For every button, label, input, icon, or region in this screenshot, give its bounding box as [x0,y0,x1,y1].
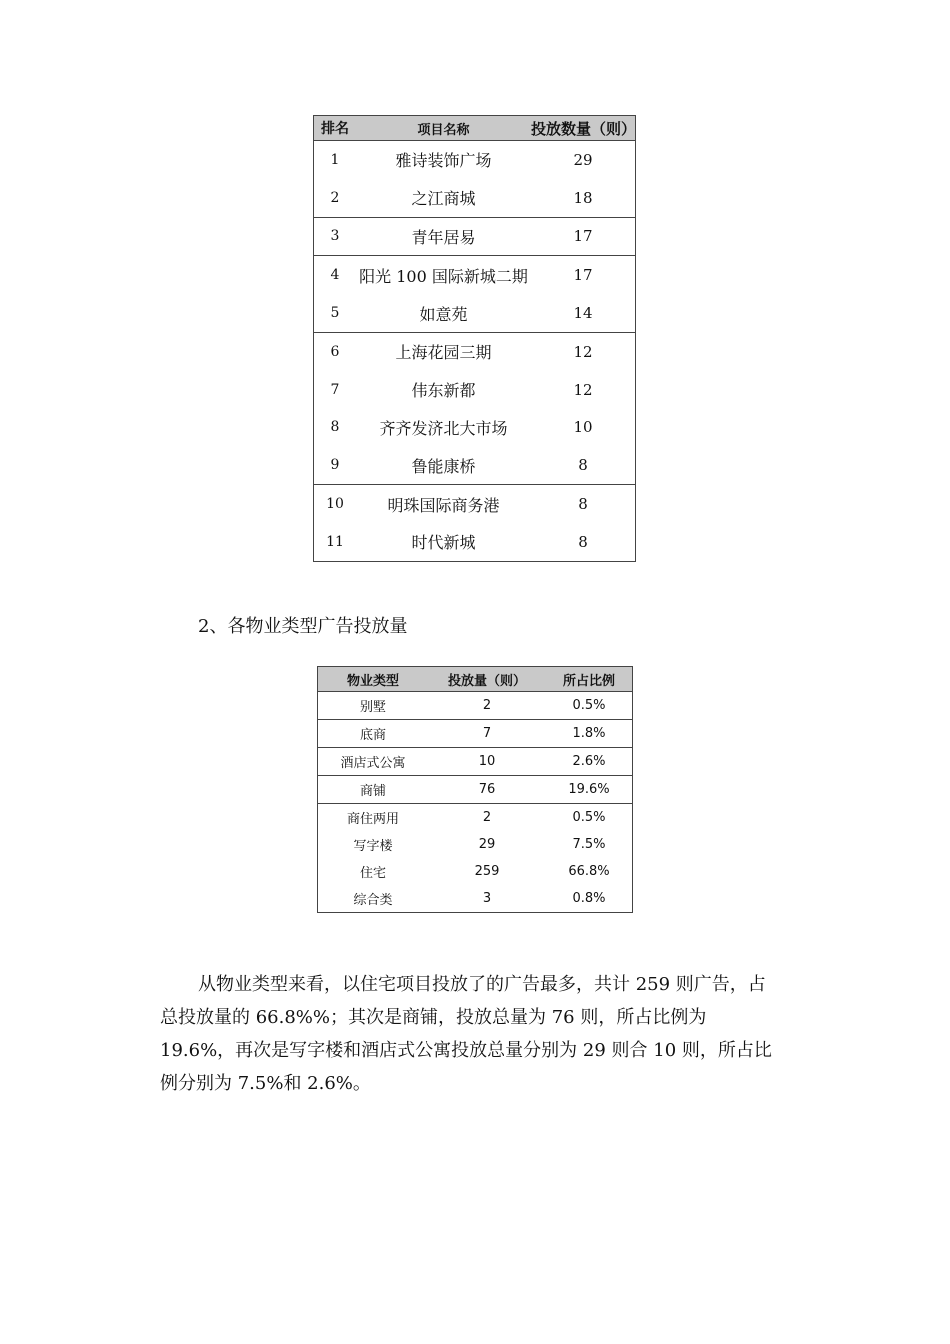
table-row [318,776,633,804]
analysis-paragraph [160,968,800,1100]
header-rank: 排名 [314,116,357,141]
percentage-cell: 1.8% [546,720,633,748]
project-name-cell: 如意苑 [419,304,468,324]
table-row [314,523,636,561]
project-name-cell: 鲁能康桥 [411,456,476,476]
ranking-table-header [314,116,636,141]
count-cell: 12 [531,332,636,370]
quantity-cell: 29 [478,837,496,852]
table-row [314,332,636,370]
table-row [314,256,636,294]
paragraph-line: 从物业类型来看，以住宅项目投放了的广告最多，共计 259 则广告，占 [198,974,766,995]
property-type-table [317,666,633,913]
property-type-cell: 商住两用 [318,804,429,832]
quantity-cell: 259 [474,864,500,879]
paragraph-line: 总投放量的 66.8%%；其次是商铺，投放总量为 76 则，所占比例为 [160,1007,707,1028]
project-name-cell: 青年居易 [356,217,531,256]
rank-cell: 7 [330,381,340,398]
quantity-cell: 76 [428,776,546,804]
table-row [318,858,633,885]
count-cell: 8 [578,456,588,475]
table-row [314,409,636,447]
count-cell: 8 [578,532,588,551]
table-row [318,692,633,720]
project-name-cell: 伟东新都 [411,381,476,401]
rank-cell: 1 [330,151,340,168]
table-row [314,294,636,332]
percentage-cell: 0.5% [546,804,633,832]
count-cell: 17 [531,217,636,256]
project-name-cell: 之江商城 [411,189,476,209]
header-percentage: 所占比例 [546,667,633,692]
table-row [318,748,633,776]
table-row [314,446,636,484]
project-name-cell: 明珠国际商务港 [356,485,531,523]
table-row [314,141,636,179]
count-cell: 8 [531,485,636,523]
rank-cell: 10 [314,485,357,523]
ranking-table [313,115,636,562]
table-row [318,720,633,748]
property-type-cell: 商铺 [318,776,429,804]
quantity-cell: 2 [482,698,492,713]
percentage-cell: 7.5% [572,837,606,852]
project-name-cell: 阳光 100 国际新城二期 [356,256,531,294]
property-type-cell: 综合类 [353,893,393,908]
rank-cell: 9 [330,457,340,474]
project-name-cell: 上海花园三期 [356,332,531,370]
percentage-cell: 0.8% [572,891,606,906]
project-name-cell: 雅诗装饰广场 [395,151,492,171]
table-row [314,371,636,409]
count-cell: 14 [573,304,593,323]
count-cell: 10 [573,418,593,437]
table-row [314,485,636,523]
table-row [314,217,636,256]
section-heading: 2、各物业类型广告投放量 [198,616,408,637]
property-type-cell: 住宅 [359,866,386,881]
property-type-cell: 别墅 [359,700,386,715]
rank-cell: 4 [314,256,357,294]
rank-cell: 11 [326,533,344,550]
percentage-cell: 19.6% [546,776,633,804]
count-cell: 17 [531,256,636,294]
property-type-cell: 底商 [318,720,429,748]
count-cell: 12 [573,380,593,399]
header-property-type: 物业类型 [318,667,429,692]
paragraph-line: 例分别为 7.5%和 2.6%。 [160,1073,371,1094]
header-quantity: 投放量（则） [428,667,546,692]
header-count: 投放数量（则） [531,116,636,141]
project-name-cell: 时代新城 [411,533,476,553]
rank-cell: 3 [314,217,357,256]
table-row [318,804,633,832]
percentage-cell: 2.6% [546,748,633,776]
count-cell: 29 [573,150,593,169]
rank-cell: 5 [330,305,340,322]
rank-cell: 2 [330,189,340,206]
quantity-cell: 3 [482,891,492,906]
percentage-cell: 0.5% [572,698,606,713]
count-cell: 18 [573,188,593,207]
header-project-name: 项目名称 [356,116,531,141]
project-name-cell: 齐齐发济北大市场 [379,418,508,438]
quantity-cell: 7 [428,720,546,748]
rank-cell: 6 [314,332,357,370]
property-table-header [318,667,633,692]
table-row [314,179,636,217]
quantity-cell: 2 [428,804,546,832]
rank-cell: 8 [330,419,340,436]
paragraph-line: 19.6%，再次是写字楼和酒店式公寓投放总量分别为 29 则合 10 则，所占比 [160,1040,772,1061]
quantity-cell: 10 [428,748,546,776]
property-type-cell: 写字楼 [353,839,393,854]
percentage-cell: 66.8% [568,864,610,879]
table-row [318,831,633,858]
property-type-cell: 酒店式公寓 [318,748,429,776]
table-row [318,885,633,913]
